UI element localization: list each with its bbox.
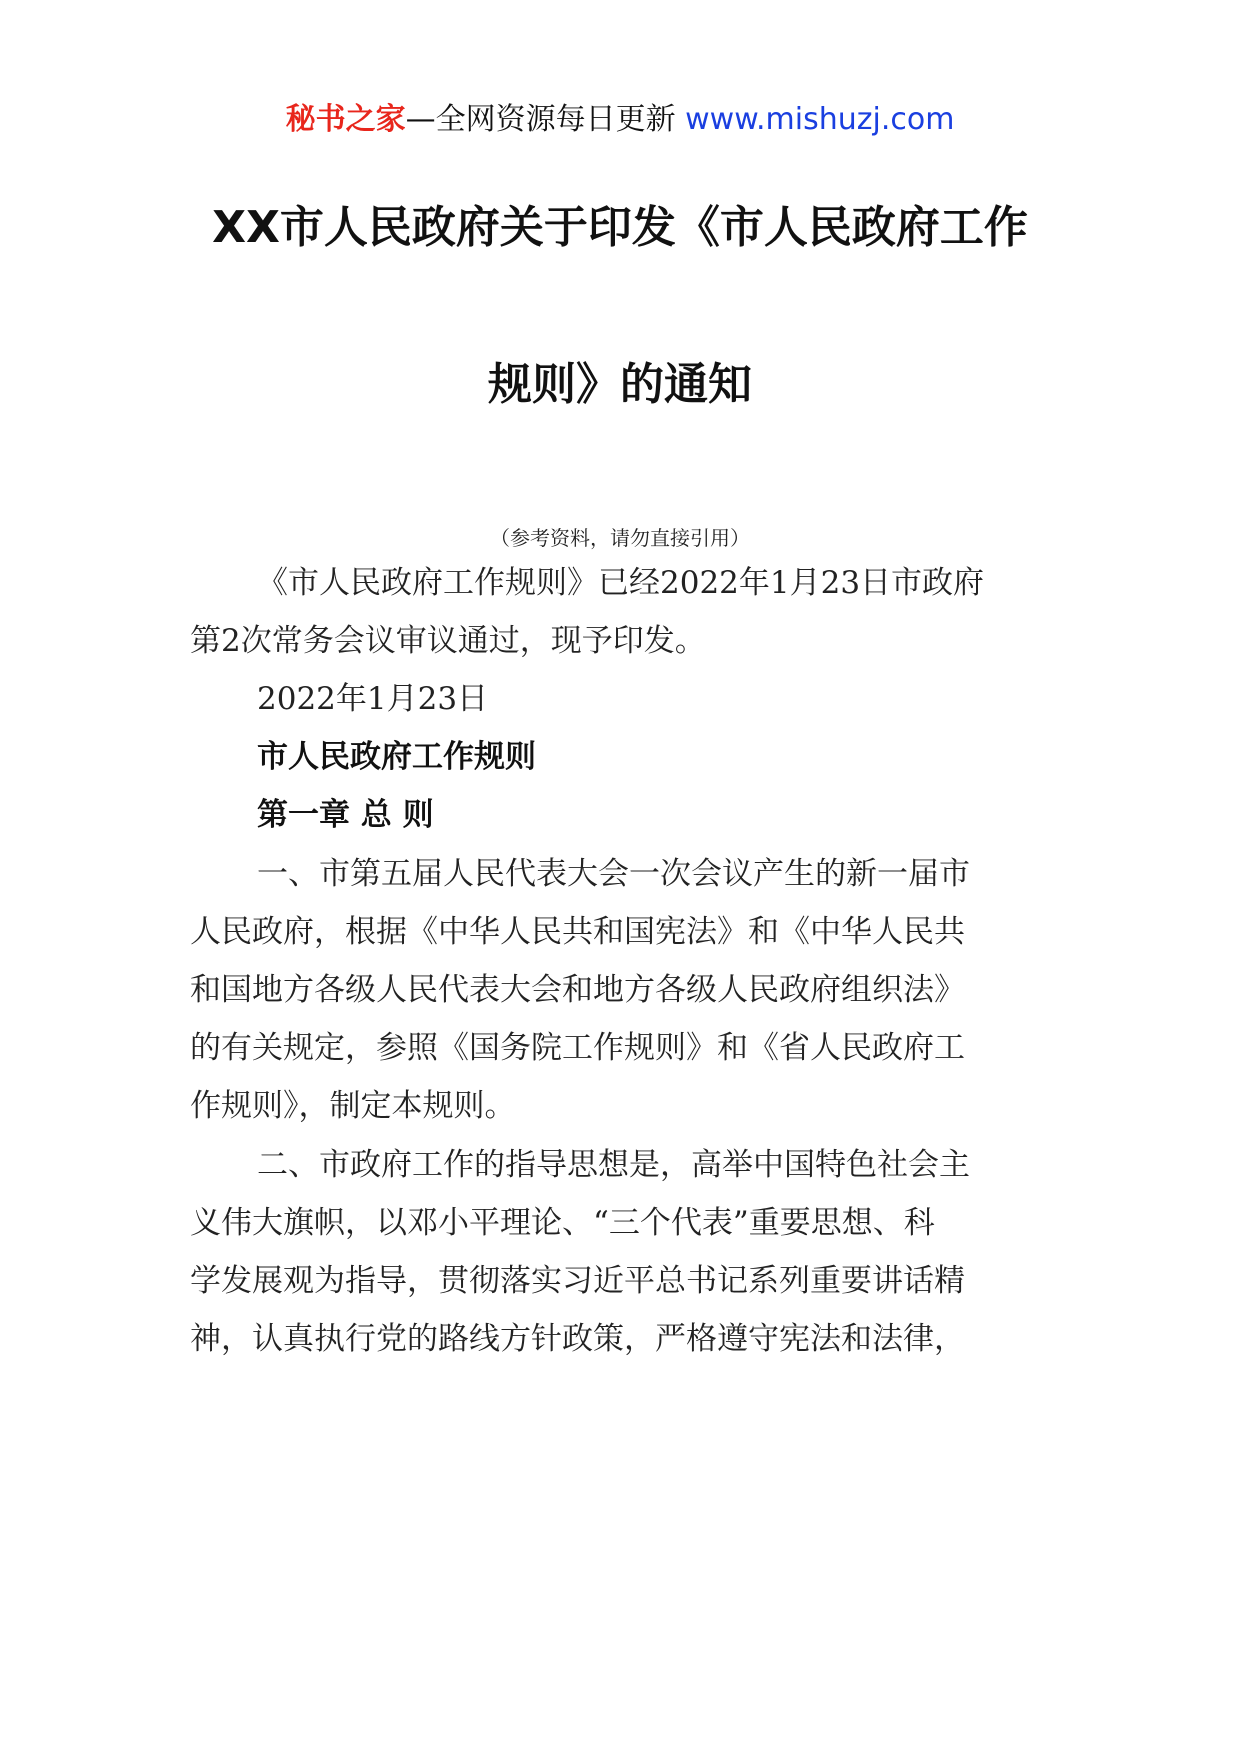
article-1-line: 作规则》，制定本规则。 xyxy=(190,1088,516,1124)
intro-paragraph-line: 《市人民政府工作规则》已经2022年1月23日市政府 xyxy=(257,565,985,601)
article-2-line: 学发展观为指导，贯彻落实习近平总书记系列重要讲话精 xyxy=(190,1263,965,1299)
site-url-link[interactable]: www.mishuzj.com xyxy=(685,102,955,137)
article-1-line: 人民政府，根据《中华人民共和国宪法》和《中华人民共 xyxy=(190,914,965,950)
article-2-line: 义伟大旗帜，以邓小平理论、“三个代表”重要思想、科 xyxy=(190,1205,935,1241)
article-2-line: 神，认真执行党的路线方针政策，严格遵守宪法和法律， xyxy=(190,1321,965,1357)
reference-note: （参考资料，请勿直接引用） xyxy=(490,526,750,550)
brand-name: 秘书之家 xyxy=(285,102,406,137)
header-tagline: —全网资源每日更新 xyxy=(405,102,676,137)
issue-date: 2022年1月23日 xyxy=(257,681,489,717)
document-title-line-1: XX市人民政府关于印发《市人民政府工作 xyxy=(212,202,1028,253)
intro-paragraph-line: 第2次常务会议审议通过，现予印发。 xyxy=(190,623,706,659)
article-1-line: 的有关规定，参照《国务院工作规则》和《省人民政府工 xyxy=(190,1030,965,1066)
article-1-line: 和国地方各级人民代表大会和地方各级人民政府组织法》 xyxy=(190,972,965,1008)
article-1-line: 一、市第五届人民代表大会一次会议产生的新一届市 xyxy=(257,856,970,892)
article-2-line: 二、市政府工作的指导思想是，高举中国特色社会主 xyxy=(257,1147,970,1183)
site-header xyxy=(0,100,1240,140)
chapter-heading: 第一章 总 则 xyxy=(257,797,434,833)
rules-title: 市人民政府工作规则 xyxy=(257,739,536,775)
document-title-line-2: 规则》的通知 xyxy=(488,359,752,410)
